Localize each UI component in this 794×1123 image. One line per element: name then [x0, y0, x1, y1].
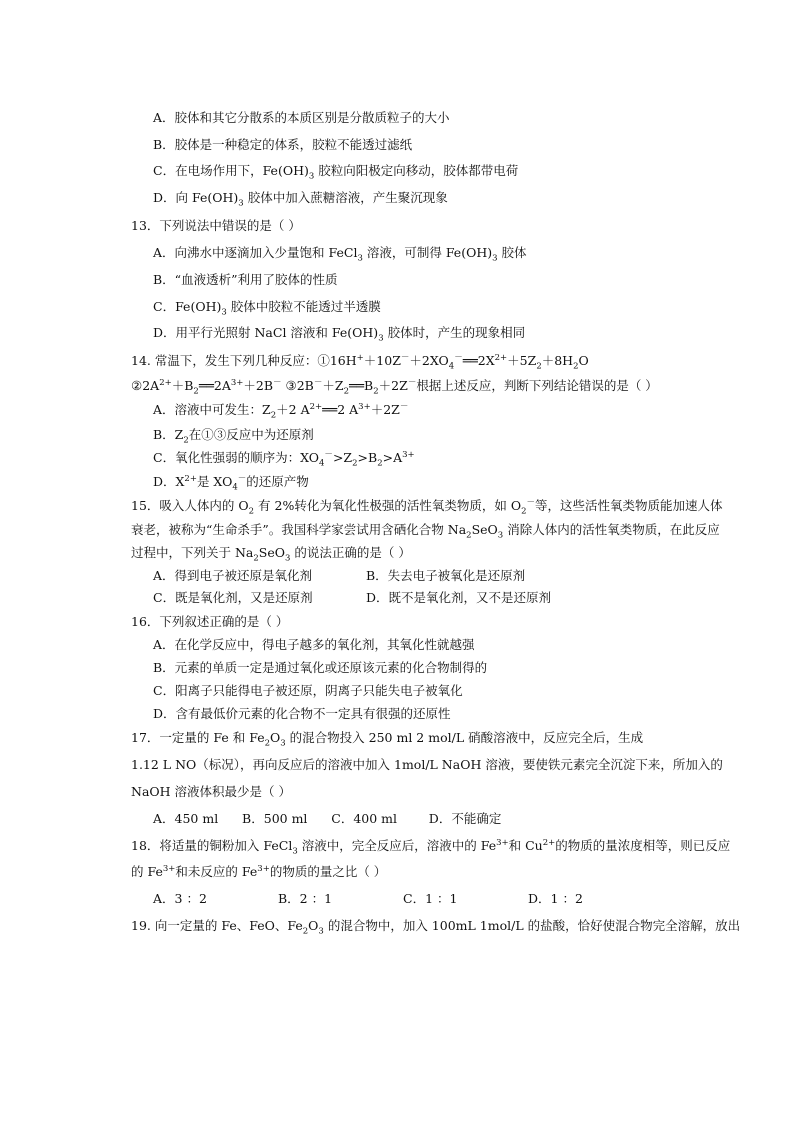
q14-option-a: A．溶液中可发生：$Z_2+2$ $A^{2+}══2$ $A^{3+}+2Z^-$ — [153, 401, 409, 421]
q15-option-a: A．得到电子被还原是氧化剂 — [153, 568, 313, 583]
q13-option-b: B．“血液透析”利用了胶体的性质 — [153, 272, 338, 287]
q18-stem-line2: 的 $Fe^{3+}$和未反应的 $Fe^{3+}$的物质的量之比（ ） — [131, 863, 387, 879]
q17-options: A．450 ml B．500 ml C．400 ml D．不能确定 — [153, 811, 502, 826]
q13-stem: 13．下列说法中错误的是（ ） — [131, 218, 301, 233]
q18-option-b: B．2 ：1 — [278, 891, 333, 906]
q16-option-d: D．含有最低价元素的化合物不一定具有很强的还原性 — [153, 706, 451, 721]
q14-option-b: B．$Z_2$在①③反应中为还原剂 — [153, 427, 314, 446]
q16-option-b: B．元素的单质一定是通过氧化或还原该元素的化合物制得的 — [153, 660, 488, 675]
q15-option-c: C．既是氧化剂，又是还原剂 — [153, 590, 313, 605]
q13-option-c: C．$Fe(OH)_3$ 胶体中胶粒不能透过半透膜 — [153, 299, 381, 318]
q12-option-a: A．胶体和其它分散系的本质区别是分散质粒子的大小 — [153, 110, 450, 125]
q17-stem-line2: 1.12 L NO（标况），再向反应后的溶液中加入 1mol/L NaOH 溶液，要使铁元素完全沉淀下来，所加入的 — [131, 757, 723, 772]
q15-stem-line3: 过程中，下列关于 $Na_2SeO_3$ 的说法正确的是（ ） — [131, 545, 411, 564]
q12-option-c: C．在电场作用下，$Fe(OH)_3$ 胶粒向阳极定向移动，胶体都带电荷 — [153, 163, 519, 182]
q16-option-c: C．阳离子只能得电子被还原，阴离子只能失电子被氧化 — [153, 683, 463, 698]
q15-stem-line1: 15．吸入人体内的 $O_2$ 有 2%转化为氧化性极强的活性氧类物质，如 $O_2^-$等，这些活性氧类物质能加速人体 — [131, 497, 723, 517]
q14-stem-line1: 14. 常温下，发生下列几种反应：$①16H^++10Z^-+2XO_4^-══2X^{2+}+5Z_2+8H_2O$ — [131, 352, 589, 372]
q18-option-c: C．1 ：1 — [403, 891, 458, 906]
q14-option-c: C．氧化性强弱的顺序为：$XO_4^->Z_2>B_2>A^{3+}$ — [153, 449, 415, 469]
q14-stem-line2: $②2A^{2+}+B_2══2A^{3+}+2B^-$ $③2B^-+Z_2══B_2+2Z^-$根据上述反应，判断下列结论错误的是（ ） — [131, 377, 658, 397]
q12-option-b: B．胶体是一种稳定的体系，胶粒不能透过滤纸 — [153, 137, 413, 152]
q18-stem-line1: 18．将适量的铜粉加入 FeCl$_3$ 溶液中，完全反应后，溶液中的 $Fe^{3+}$和 $Cu^{2+}$的物质的量浓度相等，则已反应 — [131, 837, 731, 857]
q13-option-d: D．用平行光照射 NaCl 溶液和 $Fe(OH)_3$ 胶体时，产生的现象相同 — [153, 325, 526, 344]
q19-stem-line1: 19. 向一定量的 Fe、FeO、$Fe_2O_3$ 的混合物中，加入 100mL 1mol/L 的盐酸，恰好使混合物完全溶解，放出 — [131, 918, 741, 937]
q16-stem: 16．下列叙述正确的是（ ） — [131, 614, 289, 629]
q13-option-a: A．向沸水中逐滴加入少量饱和 FeCl$_3$ 溶液，可制得 $Fe(OH)_3$ 胶体 — [153, 245, 527, 264]
q14-option-d: D．$X^{2+}$是 $XO_4^-$的还原产物 — [153, 473, 309, 493]
q18-option-a: A．3 ：2 — [153, 891, 207, 906]
q16-option-a: A．在化学反应中，得电子越多的氧化剂，其氧化性就越强 — [153, 637, 475, 652]
q15-option-d: D．既不是氧化剂，又不是还原剂 — [366, 590, 552, 605]
q12-option-d: D．向 $Fe(OH)_3$ 胶体中加入蔗糖溶液，产生聚沉现象 — [153, 190, 448, 209]
q17-stem-line1: 17．一定量的 Fe 和 $Fe_2O_3$ 的混合物投入 250 ml 2 mol/L 硝酸溶液中，反应完全后，生成 — [131, 730, 644, 749]
q18-option-d: D．1 ：2 — [528, 891, 583, 906]
q17-stem-line3: NaOH 溶液体积最少是（ ） — [131, 784, 291, 799]
q15-stem-line2: 衰老，被称为“生命杀手”。我国科学家尝试用含硒化合物 $Na_2SeO_3$ 消除人体内的活性氧类物质，在此反应 — [131, 522, 720, 541]
q15-option-b: B．失去电子被氧化是还原剂 — [366, 568, 526, 583]
